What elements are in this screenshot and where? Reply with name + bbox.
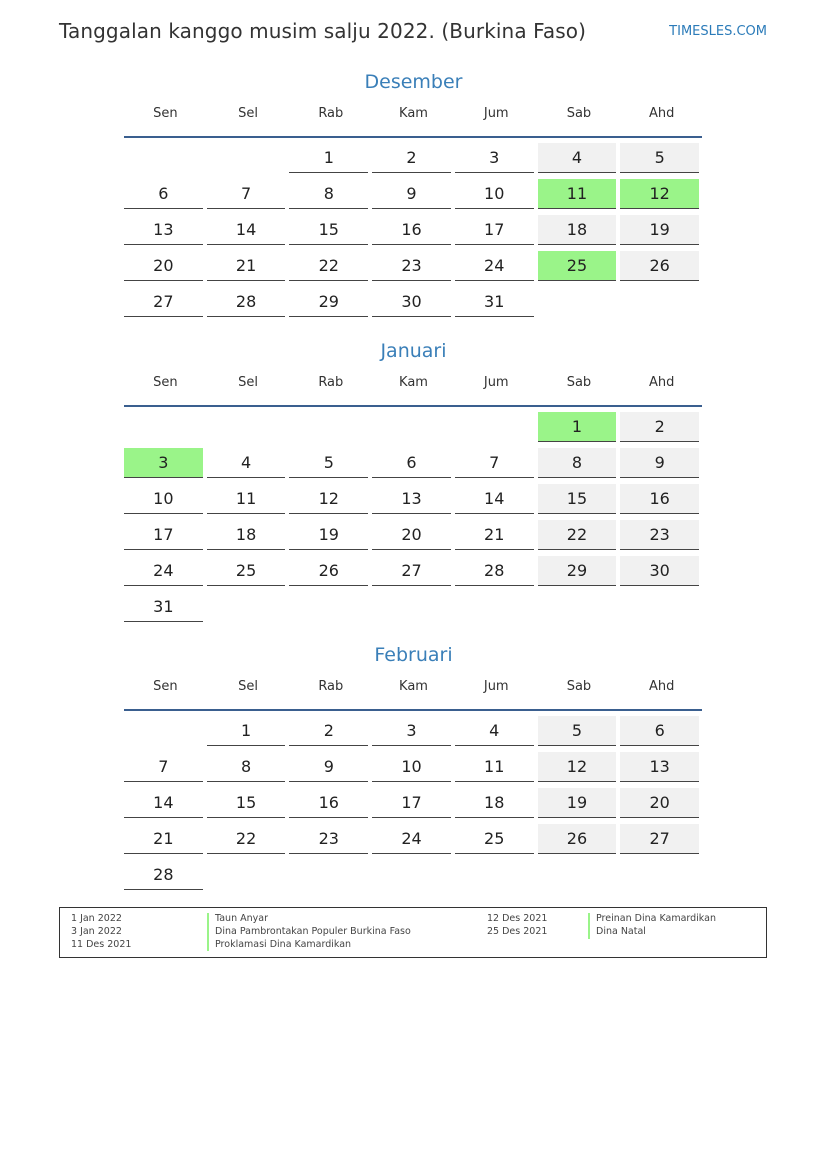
header-divider	[124, 709, 702, 711]
day-cell[interactable]: 23	[372, 251, 451, 281]
weekday-header	[124, 104, 703, 136]
week-row	[124, 556, 703, 592]
day-cell[interactable]: 2	[620, 412, 699, 442]
month-title: Desember	[364, 71, 463, 93]
page-title: Tanggalan kanggo musim salju 2022. (Burkina Faso)	[59, 19, 587, 43]
day-cell[interactable]: 28	[207, 287, 286, 317]
day-cell[interactable]: 6	[620, 716, 699, 746]
week-grid	[124, 716, 703, 896]
day-cell[interactable]: 17	[372, 788, 451, 818]
day-cell[interactable]: 19	[538, 788, 617, 818]
day-cell[interactable]: 6	[372, 448, 451, 478]
day-cell[interactable]: 20	[620, 788, 699, 818]
legend-left-dates	[71, 913, 131, 951]
day-cell[interactable]: 7	[207, 179, 286, 209]
legend-date: 12 Des 2021	[487, 913, 548, 924]
day-cell[interactable]: 5	[289, 448, 368, 478]
weekday-label: Jum	[483, 106, 509, 121]
week-row	[124, 215, 703, 251]
empty-day-cell	[455, 412, 534, 442]
month-january	[124, 337, 703, 628]
week-row	[124, 860, 703, 896]
legend-holiday-name: Dina Natal	[588, 926, 716, 939]
legend-date: 1 Jan 2022	[71, 913, 122, 924]
month-february	[124, 641, 703, 896]
weekday-label: Ahd	[648, 375, 675, 390]
day-cell[interactable]: 30	[620, 556, 699, 586]
empty-day-cell	[289, 412, 368, 442]
day-cell[interactable]: 7	[124, 752, 203, 782]
legend-right-dates	[487, 913, 547, 939]
empty-day-cell	[372, 412, 451, 442]
legend-date: 11 Des 2021	[71, 938, 132, 950]
day-cell[interactable]: 10	[455, 179, 534, 209]
week-grid	[124, 143, 703, 323]
day-cell[interactable]: 15	[538, 484, 617, 514]
month-title: Februari	[374, 644, 453, 666]
weekday-label: Rab	[318, 106, 344, 121]
empty-day-cell	[207, 412, 286, 442]
day-cell[interactable]: 21	[455, 520, 534, 550]
day-cell[interactable]: 29	[538, 556, 617, 586]
day-cell[interactable]: 8	[538, 448, 617, 478]
day-cell[interactable]: 9	[289, 752, 368, 782]
weekday-label: Jum	[483, 375, 509, 390]
weekday-label: Ahd	[648, 106, 675, 121]
day-cell[interactable]: 15	[289, 215, 368, 245]
day-cell[interactable]: 31	[455, 287, 534, 317]
empty-day-cell	[372, 860, 451, 890]
week-grid	[124, 412, 703, 628]
day-cell[interactable]: 16	[372, 215, 451, 245]
month-title: Januari	[380, 340, 447, 362]
day-cell[interactable]: 2	[372, 143, 451, 173]
header-divider	[124, 136, 702, 138]
legend-holiday-name: Proklamasi Dina Kamardikan	[207, 939, 411, 952]
day-cell[interactable]: 14	[207, 215, 286, 245]
holiday-day-cell[interactable]: 11	[538, 179, 617, 209]
day-cell[interactable]: 30	[372, 287, 451, 317]
day-cell[interactable]: 27	[620, 824, 699, 854]
week-row	[124, 716, 703, 752]
day-cell[interactable]: 5	[620, 143, 699, 173]
empty-day-cell	[207, 592, 286, 622]
legend-left-names	[207, 913, 411, 951]
day-cell[interactable]: 29	[289, 287, 368, 317]
legend-holiday-name: Taun Anyar	[207, 913, 411, 926]
week-row	[124, 179, 703, 215]
weekday-header	[124, 373, 703, 405]
day-cell[interactable]: 4	[455, 716, 534, 746]
weekday-label: Sel	[238, 375, 259, 390]
empty-day-cell	[455, 592, 534, 622]
weekday-label: Ahd	[648, 679, 675, 694]
legend-date: 25 Des 2021	[487, 925, 548, 937]
week-row	[124, 592, 703, 628]
week-row	[124, 143, 703, 179]
day-cell[interactable]: 25	[455, 824, 534, 854]
day-cell[interactable]: 20	[124, 251, 203, 281]
day-cell[interactable]: 8	[207, 752, 286, 782]
weekday-label: Jum	[483, 679, 509, 694]
day-cell[interactable]: 17	[455, 215, 534, 245]
empty-day-cell	[455, 860, 534, 890]
day-cell[interactable]: 14	[124, 788, 203, 818]
weekday-label: Rab	[318, 679, 344, 694]
day-cell[interactable]: 28	[455, 556, 534, 586]
holiday-day-cell[interactable]: 3	[124, 448, 203, 478]
day-cell[interactable]: 18	[207, 520, 286, 550]
weekday-label: Sen	[153, 679, 178, 694]
empty-day-cell	[124, 716, 203, 746]
day-cell[interactable]: 13	[124, 215, 203, 245]
empty-day-cell	[538, 592, 617, 622]
day-cell[interactable]: 17	[124, 520, 203, 550]
weekday-label: Rab	[318, 375, 344, 390]
day-cell[interactable]: 3	[455, 143, 534, 173]
weekday-label: Kam	[399, 679, 428, 694]
day-cell[interactable]: 23	[289, 824, 368, 854]
weekday-label: Sen	[153, 106, 178, 121]
day-cell[interactable]: 15	[207, 788, 286, 818]
day-cell[interactable]: 14	[455, 484, 534, 514]
day-cell[interactable]: 18	[538, 215, 617, 245]
day-cell[interactable]: 13	[620, 752, 699, 782]
weekday-header	[124, 677, 703, 709]
empty-day-cell	[538, 287, 617, 317]
day-cell[interactable]: 25	[207, 556, 286, 586]
day-cell[interactable]: 24	[124, 556, 203, 586]
weekday-label: Sab	[566, 106, 592, 121]
day-cell[interactable]: 12	[289, 484, 368, 514]
empty-day-cell	[124, 143, 203, 173]
holiday-day-cell[interactable]: 1	[538, 412, 617, 442]
day-cell[interactable]: 16	[289, 788, 368, 818]
week-row	[124, 520, 703, 556]
day-cell[interactable]: 1	[289, 143, 368, 173]
month-december	[124, 68, 703, 323]
day-cell[interactable]: 22	[207, 824, 286, 854]
day-cell[interactable]: 21	[124, 824, 203, 854]
empty-day-cell	[620, 860, 699, 890]
day-cell[interactable]: 28	[124, 860, 203, 890]
day-cell[interactable]: 31	[124, 592, 203, 622]
legend-date: 3 Jan 2022	[71, 925, 122, 937]
day-cell[interactable]: 16	[620, 484, 699, 514]
day-cell[interactable]: 26	[620, 251, 699, 281]
day-cell[interactable]: 1	[207, 716, 286, 746]
empty-day-cell	[124, 412, 203, 442]
holiday-day-cell[interactable]: 25	[538, 251, 617, 281]
week-row	[124, 788, 703, 824]
day-cell[interactable]: 11	[207, 484, 286, 514]
weekday-label: Kam	[399, 106, 428, 121]
empty-day-cell	[372, 592, 451, 622]
weekday-label: Sab	[566, 375, 592, 390]
day-cell[interactable]: 7	[455, 448, 534, 478]
week-row	[124, 412, 703, 448]
day-cell[interactable]: 27	[372, 556, 451, 586]
day-cell[interactable]: 8	[289, 179, 368, 209]
day-cell[interactable]: 19	[620, 215, 699, 245]
day-cell[interactable]: 11	[455, 752, 534, 782]
legend-holiday-name: Dina Pambrontakan Populer Burkina Faso	[207, 926, 411, 939]
day-cell[interactable]: 10	[372, 752, 451, 782]
day-cell[interactable]: 9	[372, 179, 451, 209]
day-cell[interactable]: 19	[289, 520, 368, 550]
week-row	[124, 484, 703, 520]
weekday-label: Sen	[153, 375, 178, 390]
legend-right-names	[588, 913, 716, 939]
day-cell[interactable]: 20	[372, 520, 451, 550]
day-cell[interactable]: 2	[289, 716, 368, 746]
week-row	[124, 287, 703, 323]
day-cell[interactable]: 24	[372, 824, 451, 854]
day-cell[interactable]: 26	[289, 556, 368, 586]
brand-link[interactable]: TIMESLES.COM	[669, 24, 767, 39]
day-cell[interactable]: 24	[455, 251, 534, 281]
day-cell[interactable]: 6	[124, 179, 203, 209]
day-cell[interactable]: 13	[372, 484, 451, 514]
day-cell[interactable]: 27	[124, 287, 203, 317]
day-cell[interactable]: 22	[289, 251, 368, 281]
weekday-label: Sel	[238, 106, 259, 121]
week-row	[124, 824, 703, 860]
weekday-label: Sab	[566, 679, 592, 694]
weekday-label: Sel	[238, 679, 259, 694]
empty-day-cell	[289, 592, 368, 622]
day-cell[interactable]: 4	[207, 448, 286, 478]
day-cell[interactable]: 4	[538, 143, 617, 173]
empty-day-cell	[538, 860, 617, 890]
day-cell[interactable]: 3	[372, 716, 451, 746]
day-cell[interactable]: 12	[538, 752, 617, 782]
weekday-label: Kam	[399, 375, 428, 390]
day-cell[interactable]: 26	[538, 824, 617, 854]
day-cell[interactable]: 23	[620, 520, 699, 550]
empty-day-cell	[207, 860, 286, 890]
legend-holiday-name: Preinan Dina Kamardikan	[588, 913, 716, 926]
holiday-legend	[59, 907, 767, 958]
day-cell[interactable]: 5	[538, 716, 617, 746]
empty-day-cell	[620, 592, 699, 622]
empty-day-cell	[289, 860, 368, 890]
week-row	[124, 752, 703, 788]
empty-day-cell	[207, 143, 286, 173]
empty-day-cell	[620, 287, 699, 317]
day-cell[interactable]: 9	[620, 448, 699, 478]
day-cell[interactable]: 21	[207, 251, 286, 281]
day-cell[interactable]: 22	[538, 520, 617, 550]
holiday-day-cell[interactable]: 12	[620, 179, 699, 209]
week-row	[124, 448, 703, 484]
day-cell[interactable]: 10	[124, 484, 203, 514]
header-divider	[124, 405, 702, 407]
week-row	[124, 251, 703, 287]
day-cell[interactable]: 18	[455, 788, 534, 818]
